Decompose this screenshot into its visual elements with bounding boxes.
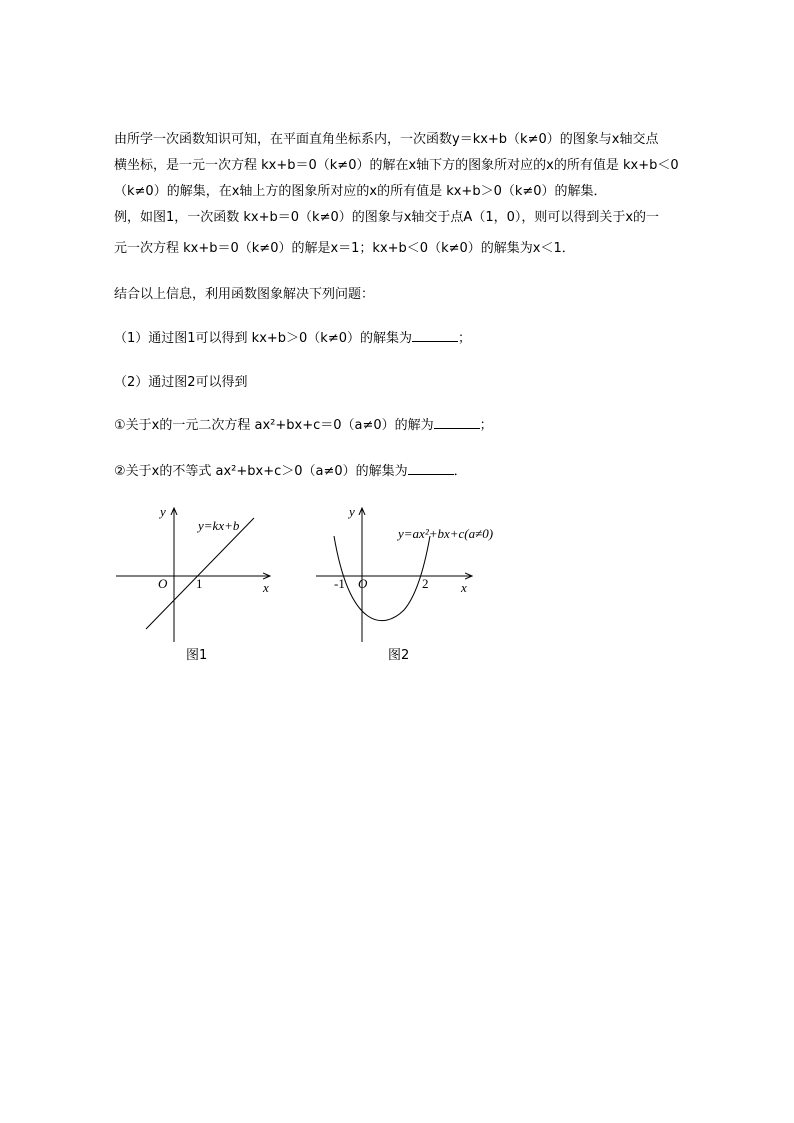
question-1 — [114, 326, 704, 352]
answer-blank-2b[interactable] — [408, 462, 454, 475]
question-1-end: ； — [458, 331, 472, 346]
question-2b — [114, 459, 704, 485]
question-2a-end: ； — [479, 418, 493, 433]
figure-1 — [110, 500, 290, 654]
x-tick-1-label: 1 — [196, 576, 203, 591]
function-label: y=kx+b — [198, 518, 240, 533]
question-2b-text: ②关于x的不等式 ax²+bx+c＞0（a≠0）的解集为 — [114, 464, 408, 479]
question-2a — [114, 413, 704, 439]
figure-1-graph — [110, 500, 290, 650]
answer-blank-2a[interactable] — [434, 416, 480, 429]
origin-label: O — [358, 576, 368, 591]
intro-line-3: （k≠0）的解集，在x轴上方的图象所对应的x的所有值是 kx+b＞0（k≠0）的解集． — [114, 184, 607, 199]
figure-1-caption: 图1 — [186, 648, 208, 663]
figure-2-caption: 图2 — [388, 648, 410, 663]
question-2a-text: ①关于x的一元二次方程 ax²+bx+c＝0（a≠0）的解为 — [114, 418, 434, 433]
example-line-1: 例，如图1，一次函数 kx+b＝0（k≠0）的图象与x轴交于点A（1，0），则可以得到关于x的一 — [114, 210, 660, 225]
example-line-2: 元一次方程 kx+b＝0（k≠0）的解是x＝1；kx+b＜0（k≠0）的解集为x＜1． — [114, 241, 575, 256]
y-axis-label: y — [160, 504, 166, 519]
figure-2-graph — [312, 500, 512, 650]
figure-2 — [312, 500, 512, 654]
linear-function-line — [146, 518, 254, 629]
y-axis-label: y — [349, 504, 355, 519]
question-2b-end: ． — [453, 464, 467, 479]
intro-line-1: 由所学一次函数知识可知，在平面直角坐标系内，一次函数y＝kx+b（k≠0）的图象与x轴交点 — [114, 132, 659, 147]
prompt-text: 结合以上信息，利用函数图象解决下列问题： — [114, 287, 375, 302]
intro-line-2: 横坐标，是一元一次方程 kx+b＝0（k≠0）的解在x轴下方的图象所对应的x的所有值是 kx+b＜0 — [114, 158, 679, 173]
x-axis-label: x — [461, 580, 467, 595]
x-tick-2-label: 2 — [422, 576, 429, 591]
answer-blank-1[interactable] — [412, 329, 458, 342]
function-label: y=ax²+bx+c(a≠0) — [398, 526, 494, 541]
question-1-text: （1）通过图1可以得到 kx+b＞0（k≠0）的解集为 — [114, 331, 413, 346]
question-2: （2）通过图2可以得到 — [114, 375, 248, 390]
parabola-curve — [334, 536, 430, 621]
origin-label: O — [158, 576, 168, 591]
x-tick-neg1-label: -1 — [334, 576, 345, 591]
x-axis-label: x — [263, 580, 269, 595]
